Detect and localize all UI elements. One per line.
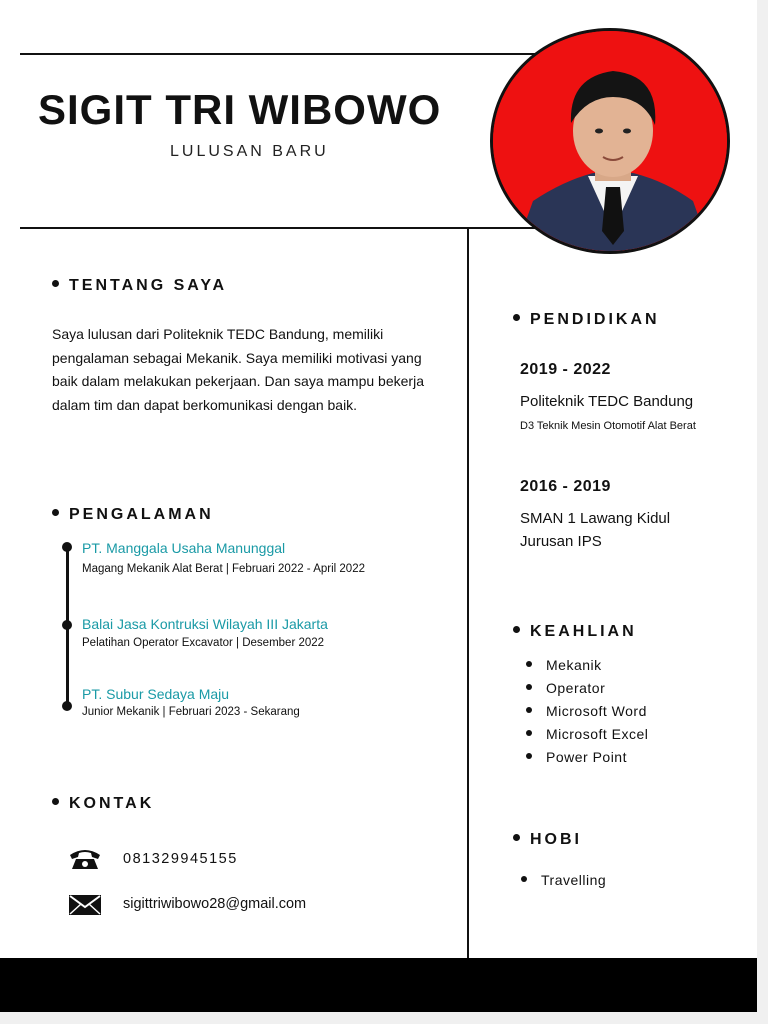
experience-detail: Magang Mekanik Alat Berat | Februari 2022 - April 2022	[82, 563, 365, 575]
list-item: Travelling	[521, 869, 606, 892]
experience-detail: Pelatihan Operator Excavator | Desember 2022	[82, 637, 325, 649]
list-item: Microsoft Excel	[526, 723, 648, 746]
skills-heading: KEAHLIAN	[513, 623, 637, 641]
education-major: D3 Teknik Mesin Otomotif Alat Berat	[520, 420, 696, 432]
hobbies-heading: HOBI	[513, 831, 582, 849]
education-school: SMAN 1 Lawang Kidul	[520, 510, 671, 527]
experience-heading: PENGALAMAN	[52, 506, 214, 524]
education-years: 2019 - 2022	[520, 361, 611, 378]
bullet-icon	[513, 314, 520, 321]
about-heading: TENTANG SAYA	[52, 277, 227, 295]
email-address[interactable]: sigittriwibowo28@gmail.com	[123, 896, 307, 912]
education-heading: PENDIDIKAN	[513, 311, 660, 329]
top-divider	[20, 53, 540, 55]
person-name: SIGIT TRI WIBOWO	[38, 86, 442, 133]
column-divider	[467, 228, 469, 960]
bullet-icon	[526, 753, 532, 759]
contact-heading: KONTAK	[52, 795, 154, 813]
education-years: 2016 - 2019	[520, 478, 611, 495]
education-major: Jurusan IPS	[520, 533, 602, 550]
bullet-icon	[526, 730, 532, 736]
skills-list	[526, 654, 648, 769]
list-item: Microsoft Word	[526, 700, 648, 723]
phone-number[interactable]: 081329945155	[123, 851, 238, 867]
mail-icon	[68, 893, 102, 917]
header-divider	[20, 227, 540, 229]
timeline-dot	[62, 620, 72, 630]
phone-icon	[68, 847, 102, 871]
bullet-icon	[52, 280, 59, 287]
about-text: Saya lulusan dari Politeknik TEDC Bandung, memiliki pengalaman sebagai Mekanik. Saya memiliki motivasi yang baik dalam melakukan pekerjaan. Dan saya mampu bekerja dalam tim dan dapat berkomunikasi dengan baik.	[52, 326, 424, 413]
bullet-icon	[513, 626, 520, 633]
timeline-dot	[62, 701, 72, 711]
page-edge	[757, 0, 768, 1024]
bullet-icon	[52, 798, 59, 805]
bullet-icon	[526, 661, 532, 667]
bullet-icon	[521, 876, 527, 882]
experience-detail: Junior Mekanik | Februari 2023 - Sekarang	[82, 706, 300, 718]
bullet-icon	[52, 509, 59, 516]
education-school: Politeknik TEDC Bandung	[520, 393, 694, 410]
hobbies-list	[521, 869, 606, 892]
profile-photo	[490, 28, 730, 254]
list-item: Mekanik	[526, 654, 648, 677]
profile-photo-portrait	[493, 31, 730, 254]
bullet-icon	[526, 707, 532, 713]
experience-company: PT. Subur Sedaya Maju	[82, 686, 230, 702]
list-item: Operator	[526, 677, 648, 700]
timeline-dot	[62, 542, 72, 552]
footer-bar	[0, 958, 757, 1012]
bullet-icon	[526, 684, 532, 690]
experience-company: Balai Jasa Kontruksi Wilayah III Jakarta	[82, 616, 328, 632]
experience-company: PT. Manggala Usaha Manunggal	[82, 540, 286, 556]
list-item: Power Point	[526, 746, 648, 769]
person-title: LULUSAN BARU	[170, 143, 329, 160]
bullet-icon	[513, 834, 520, 841]
page-edge	[0, 1012, 768, 1024]
